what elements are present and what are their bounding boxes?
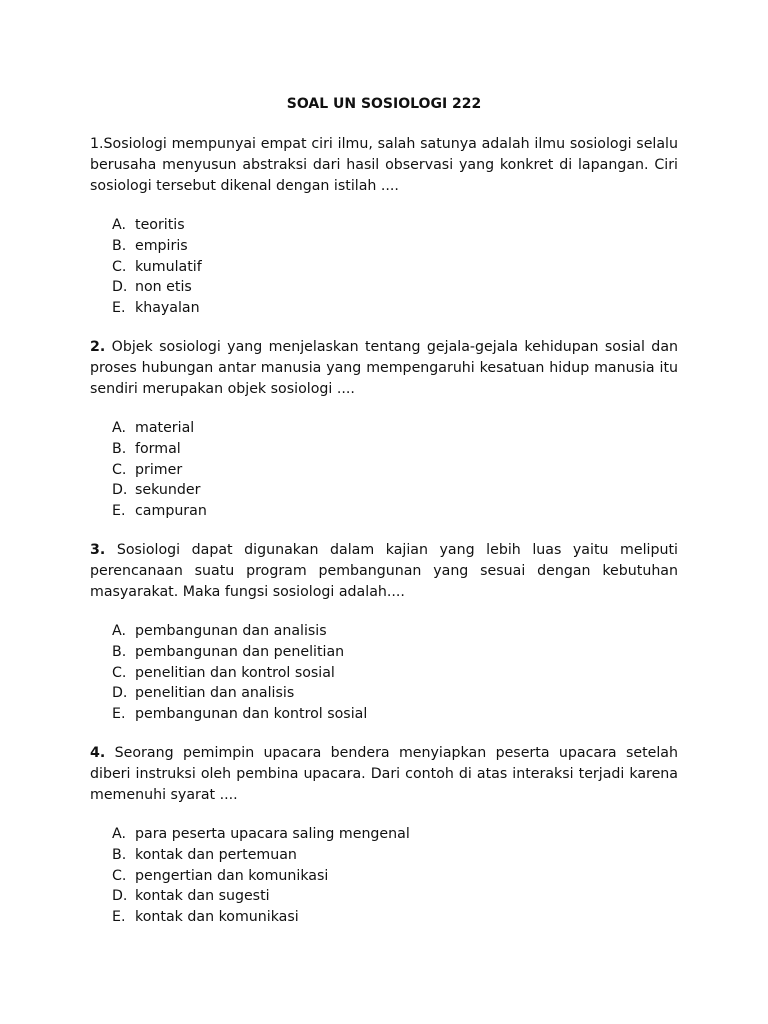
option-text: non etis	[135, 279, 192, 296]
option-text: penelitian dan kontrol sosial	[135, 664, 335, 681]
option-text: kontak dan pertemuan	[135, 846, 297, 863]
option-letter: E.	[112, 503, 126, 520]
option-a	[112, 621, 678, 642]
option-letter: B.	[112, 237, 127, 254]
question-text	[90, 540, 678, 603]
option-e	[112, 907, 678, 928]
option-letter: A.	[112, 217, 126, 233]
question-number: 4.	[90, 744, 106, 761]
question-text	[90, 134, 678, 197]
option-b	[112, 236, 678, 257]
option-c	[112, 663, 678, 684]
option-text: pembangunan dan analisis	[135, 622, 327, 639]
question-1	[90, 134, 678, 319]
option-letter: A.	[112, 419, 126, 436]
option-text: empiris	[135, 237, 188, 254]
option-text: teoritis	[135, 217, 185, 233]
option-text: kumulatif	[135, 258, 202, 275]
option-text: kontak dan sugesti	[135, 888, 270, 905]
option-letter: D.	[112, 279, 128, 296]
option-b	[112, 845, 678, 866]
option-letter: E.	[112, 706, 126, 723]
question-number: 2.	[90, 338, 106, 355]
option-text: sekunder	[135, 482, 201, 499]
option-d	[112, 480, 678, 501]
option-text: para peserta upacara saling mengenal	[135, 825, 410, 842]
option-letter: B.	[112, 643, 127, 660]
option-a	[112, 215, 678, 236]
option-letter: D.	[112, 888, 128, 905]
option-text: material	[135, 419, 195, 436]
page-title: SOAL UN SOSIOLOGI 222	[286, 96, 482, 112]
option-b	[112, 642, 678, 663]
question-number: 1.	[90, 136, 104, 152]
option-text: campuran	[135, 503, 207, 520]
option-letter: A.	[112, 622, 126, 639]
question-body: Objek sosiologi yang menjelaskan tentang gejala-gejala kehidupan sosial dan proses hubungan antar manusia yang mempengaruhi kesatuan hidup manusia itu sendiri merupakan objek sosiologi ....	[90, 338, 679, 397]
option-text: pembangunan dan kontrol sosial	[135, 706, 368, 723]
question-body: Seorang pemimpin upacara bendera menyiapkan peserta upacara setelah diberi instruksi oleh pembina upacara. Dari contoh di atas interaksi terjadi karena memenuhi syarat ....	[90, 744, 678, 803]
question-4	[90, 743, 678, 928]
option-e	[112, 704, 678, 725]
answer-options	[90, 215, 678, 319]
option-d	[112, 886, 678, 907]
option-letter: E.	[112, 300, 126, 317]
option-letter: C.	[112, 461, 127, 478]
option-a	[112, 418, 678, 439]
option-b	[112, 439, 678, 460]
question-text	[90, 337, 678, 400]
option-e	[112, 298, 678, 319]
option-d	[112, 277, 678, 298]
option-c	[112, 866, 678, 887]
option-text: khayalan	[135, 300, 200, 317]
answer-options	[90, 824, 678, 928]
option-letter: B.	[112, 846, 127, 863]
question-body: Sosiologi mempunyai empat ciri ilmu, salah satunya adalah ilmu sosiologi selalu berusaha menyusun abstraksi dari hasil observasi yang konkret di lapangan. Ciri sosiologi tersebut dikenal dengan istilah ....	[90, 136, 678, 194]
option-e	[112, 501, 678, 522]
question-3	[90, 540, 678, 725]
question-2	[90, 337, 678, 522]
option-letter: D.	[112, 482, 128, 499]
option-c	[112, 460, 678, 481]
option-letter: A.	[112, 825, 126, 842]
option-text: primer	[135, 461, 183, 478]
option-d	[112, 683, 678, 704]
answer-options	[90, 418, 678, 522]
option-text: pembangunan dan penelitian	[135, 643, 345, 660]
option-letter: B.	[112, 440, 127, 457]
option-c	[112, 257, 678, 278]
option-text: kontak dan komunikasi	[135, 909, 299, 926]
option-letter: C.	[112, 867, 127, 884]
option-letter: C.	[112, 258, 127, 275]
option-a	[112, 824, 678, 845]
option-letter: D.	[112, 685, 128, 702]
option-text: penelitian dan analisis	[135, 685, 295, 702]
option-text: pengertian dan komunikasi	[135, 867, 329, 884]
question-text	[90, 743, 678, 806]
question-number: 3.	[90, 541, 106, 558]
option-letter: E.	[112, 909, 126, 926]
question-body: Sosiologi dapat digunakan dalam kajian yang lebih luas yaitu meliputi perencanaan suatu program pembangunan yang sesuai dengan kebutuhan masyarakat. Maka fungsi sosiologi adalah....	[90, 541, 678, 600]
answer-options	[90, 621, 678, 725]
option-text: formal	[135, 440, 181, 457]
option-letter: C.	[112, 664, 127, 681]
